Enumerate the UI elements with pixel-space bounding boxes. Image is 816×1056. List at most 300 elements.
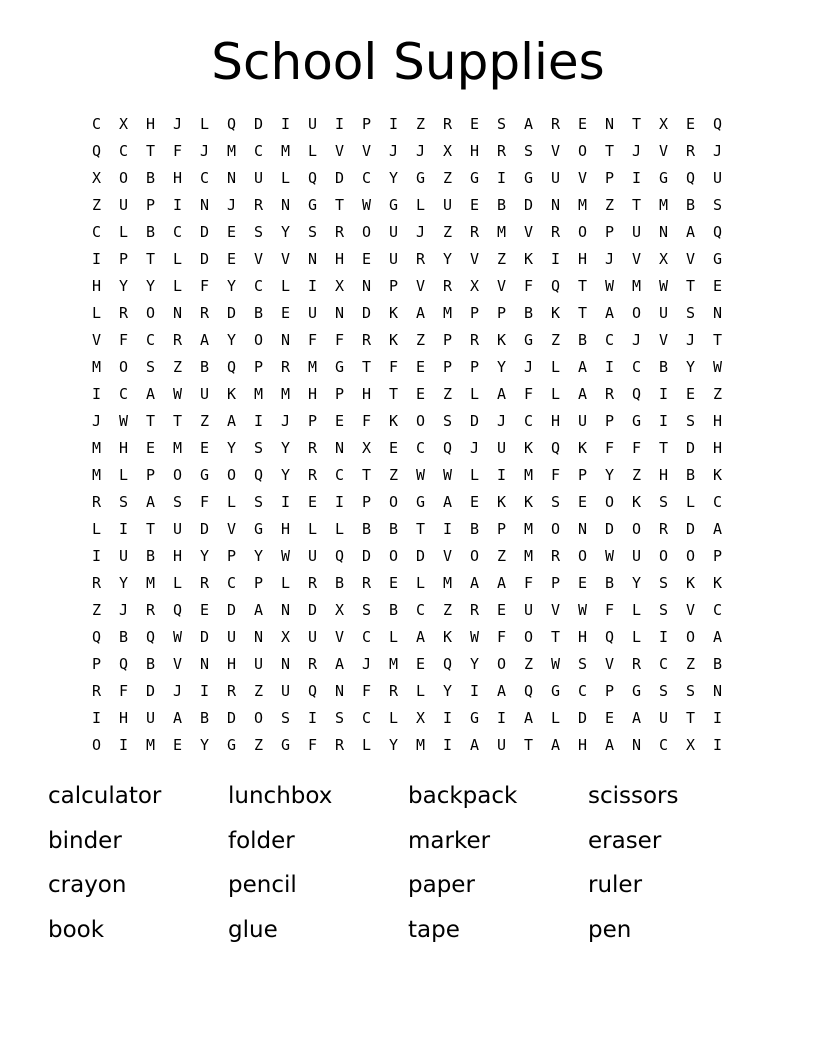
letter-cell[interactable]: K (496, 493, 507, 511)
letter-cell[interactable]: K (712, 466, 723, 484)
letter-cell[interactable]: N (550, 196, 561, 214)
letter-cell[interactable]: N (712, 304, 723, 322)
letter-cell[interactable]: U (118, 196, 129, 214)
letter-cell[interactable]: A (415, 304, 426, 322)
letter-cell[interactable]: L (415, 196, 426, 214)
letter-cell[interactable]: R (253, 196, 264, 214)
letter-cell[interactable]: S (685, 412, 696, 430)
letter-cell[interactable]: V (685, 601, 696, 619)
letter-cell[interactable]: U (253, 169, 264, 187)
letter-cell[interactable]: R (361, 574, 372, 592)
letter-cell[interactable]: N (280, 655, 291, 673)
letter-cell[interactable]: O (172, 466, 183, 484)
letter-cell[interactable]: M (577, 196, 588, 214)
letter-cell[interactable]: G (334, 358, 345, 376)
letter-cell[interactable]: Z (415, 331, 426, 349)
letter-cell[interactable]: E (685, 115, 696, 133)
letter-cell[interactable]: I (334, 115, 345, 133)
letter-cell[interactable]: W (415, 466, 426, 484)
letter-cell[interactable]: J (712, 142, 723, 160)
letter-cell[interactable]: I (91, 547, 102, 565)
letter-cell[interactable]: C (118, 385, 129, 403)
letter-cell[interactable]: X (334, 277, 345, 295)
letter-cell[interactable]: K (226, 385, 237, 403)
letter-cell[interactable]: I (118, 736, 129, 754)
letter-cell[interactable]: R (334, 736, 345, 754)
letter-cell[interactable]: P (469, 304, 480, 322)
letter-cell[interactable]: Z (712, 385, 723, 403)
letter-cell[interactable]: Z (415, 115, 426, 133)
letter-cell[interactable]: R (91, 574, 102, 592)
letter-cell[interactable]: R (145, 601, 156, 619)
letter-cell[interactable]: T (415, 520, 426, 538)
letter-cell[interactable]: N (334, 682, 345, 700)
letter-cell[interactable]: O (145, 304, 156, 322)
letter-cell[interactable]: J (361, 655, 372, 673)
letter-cell[interactable]: D (226, 304, 237, 322)
letter-cell[interactable]: R (550, 115, 561, 133)
letter-cell[interactable]: I (658, 412, 669, 430)
letter-cell[interactable]: T (577, 304, 588, 322)
letter-cell[interactable]: S (523, 142, 534, 160)
letter-cell[interactable]: E (280, 304, 291, 322)
letter-cell[interactable]: U (307, 547, 318, 565)
letter-cell[interactable]: N (631, 736, 642, 754)
letter-cell[interactable]: M (307, 358, 318, 376)
letter-cell[interactable]: V (550, 601, 561, 619)
letter-cell[interactable]: R (604, 385, 615, 403)
letter-cell[interactable]: Y (685, 358, 696, 376)
letter-cell[interactable]: M (91, 466, 102, 484)
letter-cell[interactable]: F (118, 331, 129, 349)
letter-cell[interactable]: C (91, 115, 102, 133)
letter-cell[interactable]: I (442, 709, 453, 727)
letter-cell[interactable]: C (91, 223, 102, 241)
letter-cell[interactable]: R (307, 466, 318, 484)
letter-cell[interactable]: J (604, 250, 615, 268)
letter-cell[interactable]: A (496, 682, 507, 700)
letter-cell[interactable]: N (280, 196, 291, 214)
letter-cell[interactable]: A (631, 709, 642, 727)
letter-cell[interactable]: Q (604, 628, 615, 646)
letter-cell[interactable]: T (631, 196, 642, 214)
letter-cell[interactable]: E (199, 601, 210, 619)
letter-cell[interactable]: D (226, 709, 237, 727)
letter-cell[interactable]: M (280, 142, 291, 160)
letter-cell[interactable]: N (712, 682, 723, 700)
letter-cell[interactable]: O (685, 547, 696, 565)
letter-cell[interactable]: R (307, 439, 318, 457)
letter-cell[interactable]: E (145, 439, 156, 457)
letter-cell[interactable]: A (253, 601, 264, 619)
letter-cell[interactable]: Z (253, 736, 264, 754)
letter-cell[interactable]: S (496, 115, 507, 133)
letter-cell[interactable]: S (685, 682, 696, 700)
letter-cell[interactable]: V (577, 169, 588, 187)
letter-cell[interactable]: R (226, 682, 237, 700)
letter-cell[interactable]: E (577, 115, 588, 133)
letter-cell[interactable]: L (415, 682, 426, 700)
letter-cell[interactable]: T (361, 358, 372, 376)
letter-cell[interactable]: F (523, 277, 534, 295)
letter-cell[interactable]: Q (91, 628, 102, 646)
letter-cell[interactable]: C (334, 466, 345, 484)
letter-cell[interactable]: J (469, 439, 480, 457)
letter-cell[interactable]: O (118, 358, 129, 376)
letter-cell[interactable]: F (604, 439, 615, 457)
letter-cell[interactable]: S (253, 439, 264, 457)
letter-cell[interactable]: E (712, 277, 723, 295)
letter-cell[interactable]: Q (307, 682, 318, 700)
letter-cell[interactable]: Z (172, 358, 183, 376)
letter-cell[interactable]: O (388, 493, 399, 511)
letter-cell[interactable]: A (442, 493, 453, 511)
letter-cell[interactable]: U (280, 682, 291, 700)
letter-cell[interactable]: W (172, 385, 183, 403)
letter-cell[interactable]: Y (442, 250, 453, 268)
letter-cell[interactable]: T (658, 439, 669, 457)
letter-cell[interactable]: V (604, 655, 615, 673)
letter-cell[interactable]: A (469, 736, 480, 754)
letter-cell[interactable]: P (361, 115, 372, 133)
letter-cell[interactable]: H (577, 250, 588, 268)
letter-cell[interactable]: F (631, 439, 642, 457)
letter-cell[interactable]: M (388, 655, 399, 673)
letter-cell[interactable]: H (658, 466, 669, 484)
letter-cell[interactable]: N (577, 520, 588, 538)
letter-cell[interactable]: I (307, 709, 318, 727)
letter-cell[interactable]: M (523, 547, 534, 565)
letter-cell[interactable]: S (658, 682, 669, 700)
letter-cell[interactable]: P (442, 331, 453, 349)
letter-cell[interactable]: J (118, 601, 129, 619)
letter-cell[interactable]: A (145, 385, 156, 403)
letter-cell[interactable]: F (199, 277, 210, 295)
letter-cell[interactable]: C (712, 493, 723, 511)
letter-cell[interactable]: D (604, 520, 615, 538)
letter-cell[interactable]: I (631, 169, 642, 187)
letter-cell[interactable]: M (658, 196, 669, 214)
letter-cell[interactable]: R (199, 304, 210, 322)
letter-cell[interactable]: Z (442, 385, 453, 403)
letter-cell[interactable]: E (604, 709, 615, 727)
letter-cell[interactable]: K (496, 331, 507, 349)
letter-cell[interactable]: I (658, 628, 669, 646)
letter-cell[interactable]: N (334, 439, 345, 457)
letter-cell[interactable]: Q (685, 169, 696, 187)
letter-cell[interactable]: R (496, 142, 507, 160)
letter-cell[interactable]: O (550, 520, 561, 538)
letter-cell[interactable]: L (172, 250, 183, 268)
letter-cell[interactable]: M (442, 574, 453, 592)
letter-cell[interactable]: C (712, 601, 723, 619)
letter-cell[interactable]: L (550, 358, 561, 376)
letter-cell[interactable]: Y (145, 277, 156, 295)
letter-cell[interactable]: B (145, 655, 156, 673)
letter-cell[interactable]: A (577, 385, 588, 403)
letter-cell[interactable]: E (226, 250, 237, 268)
letter-cell[interactable]: R (658, 520, 669, 538)
letter-cell[interactable]: D (361, 547, 372, 565)
letter-cell[interactable]: P (496, 304, 507, 322)
letter-cell[interactable]: Q (253, 466, 264, 484)
letter-cell[interactable]: S (280, 709, 291, 727)
letter-cell[interactable]: L (415, 574, 426, 592)
letter-cell[interactable]: E (388, 574, 399, 592)
letter-cell[interactable]: Q (91, 142, 102, 160)
letter-cell[interactable]: L (631, 628, 642, 646)
letter-cell[interactable]: R (469, 331, 480, 349)
letter-cell[interactable]: Y (253, 547, 264, 565)
letter-cell[interactable]: R (307, 655, 318, 673)
letter-cell[interactable]: G (415, 169, 426, 187)
letter-cell[interactable]: B (388, 520, 399, 538)
letter-cell[interactable]: E (226, 223, 237, 241)
letter-cell[interactable]: O (361, 223, 372, 241)
letter-cell[interactable]: U (118, 547, 129, 565)
letter-cell[interactable]: O (253, 709, 264, 727)
letter-cell[interactable]: B (388, 601, 399, 619)
letter-cell[interactable]: H (577, 628, 588, 646)
letter-cell[interactable]: T (631, 115, 642, 133)
letter-cell[interactable]: I (91, 385, 102, 403)
letter-cell[interactable]: R (307, 574, 318, 592)
letter-cell[interactable]: N (280, 601, 291, 619)
letter-cell[interactable]: X (91, 169, 102, 187)
letter-cell[interactable]: P (334, 385, 345, 403)
letter-cell[interactable]: U (172, 520, 183, 538)
letter-cell[interactable]: R (685, 142, 696, 160)
letter-cell[interactable]: D (199, 250, 210, 268)
letter-cell[interactable]: U (496, 439, 507, 457)
letter-cell[interactable]: G (226, 736, 237, 754)
letter-cell[interactable]: C (253, 142, 264, 160)
letter-cell[interactable]: V (172, 655, 183, 673)
letter-cell[interactable]: L (388, 709, 399, 727)
letter-cell[interactable]: N (172, 304, 183, 322)
letter-cell[interactable]: O (388, 547, 399, 565)
letter-cell[interactable]: O (523, 628, 534, 646)
letter-cell[interactable]: B (199, 709, 210, 727)
letter-cell[interactable]: R (334, 223, 345, 241)
letter-cell[interactable]: H (712, 439, 723, 457)
letter-cell[interactable]: R (469, 601, 480, 619)
letter-cell[interactable]: L (334, 520, 345, 538)
letter-cell[interactable]: J (91, 412, 102, 430)
letter-cell[interactable]: Q (631, 385, 642, 403)
letter-cell[interactable]: X (361, 439, 372, 457)
letter-cell[interactable]: L (307, 520, 318, 538)
letter-cell[interactable]: I (712, 736, 723, 754)
letter-cell[interactable]: P (604, 682, 615, 700)
letter-cell[interactable]: I (199, 682, 210, 700)
letter-cell[interactable]: S (658, 493, 669, 511)
letter-cell[interactable]: B (523, 304, 534, 322)
letter-cell[interactable]: W (658, 277, 669, 295)
letter-cell[interactable]: X (685, 736, 696, 754)
letter-cell[interactable]: C (523, 412, 534, 430)
letter-cell[interactable]: D (685, 520, 696, 538)
letter-cell[interactable]: E (307, 493, 318, 511)
letter-cell[interactable]: B (685, 466, 696, 484)
letter-cell[interactable]: Z (496, 547, 507, 565)
letter-cell[interactable]: A (469, 574, 480, 592)
letter-cell[interactable]: H (172, 547, 183, 565)
letter-cell[interactable]: Q (334, 547, 345, 565)
letter-cell[interactable]: Y (388, 169, 399, 187)
letter-cell[interactable]: V (91, 331, 102, 349)
letter-cell[interactable]: T (604, 142, 615, 160)
letter-cell[interactable]: W (469, 628, 480, 646)
letter-cell[interactable]: E (469, 115, 480, 133)
letter-cell[interactable]: X (658, 250, 669, 268)
letter-cell[interactable]: F (172, 142, 183, 160)
letter-cell[interactable]: D (523, 196, 534, 214)
letter-cell[interactable]: I (442, 736, 453, 754)
letter-cell[interactable]: N (226, 169, 237, 187)
letter-cell[interactable]: U (388, 250, 399, 268)
letter-cell[interactable]: Q (712, 223, 723, 241)
letter-cell[interactable]: D (577, 709, 588, 727)
letter-cell[interactable]: B (712, 655, 723, 673)
letter-cell[interactable]: F (361, 682, 372, 700)
letter-cell[interactable]: I (496, 169, 507, 187)
letter-cell[interactable]: Y (631, 574, 642, 592)
letter-cell[interactable]: G (469, 169, 480, 187)
letter-cell[interactable]: D (334, 169, 345, 187)
letter-cell[interactable]: P (253, 574, 264, 592)
letter-cell[interactable]: Q (712, 115, 723, 133)
letter-cell[interactable]: U (523, 601, 534, 619)
letter-cell[interactable]: N (280, 331, 291, 349)
letter-cell[interactable]: H (577, 736, 588, 754)
letter-cell[interactable]: I (550, 250, 561, 268)
letter-cell[interactable]: D (199, 223, 210, 241)
letter-cell[interactable]: V (523, 223, 534, 241)
letter-cell[interactable]: D (199, 520, 210, 538)
letter-cell[interactable]: P (712, 547, 723, 565)
letter-cell[interactable]: Z (91, 601, 102, 619)
letter-cell[interactable]: K (631, 493, 642, 511)
letter-cell[interactable]: Q (118, 655, 129, 673)
letter-cell[interactable]: C (604, 331, 615, 349)
letter-cell[interactable]: O (604, 493, 615, 511)
letter-cell[interactable]: I (442, 520, 453, 538)
letter-cell[interactable]: Z (550, 331, 561, 349)
letter-cell[interactable]: I (280, 115, 291, 133)
letter-cell[interactable]: A (604, 736, 615, 754)
letter-cell[interactable]: X (280, 628, 291, 646)
letter-cell[interactable]: I (658, 385, 669, 403)
letter-cell[interactable]: Q (226, 115, 237, 133)
letter-cell[interactable]: K (577, 439, 588, 457)
letter-cell[interactable]: D (415, 547, 426, 565)
letter-cell[interactable]: R (469, 223, 480, 241)
letter-cell[interactable]: R (550, 547, 561, 565)
letter-cell[interactable]: S (577, 655, 588, 673)
letter-cell[interactable]: L (172, 277, 183, 295)
letter-cell[interactable]: R (280, 358, 291, 376)
letter-cell[interactable]: I (496, 466, 507, 484)
letter-cell[interactable]: R (172, 331, 183, 349)
letter-cell[interactable]: I (496, 709, 507, 727)
letter-cell[interactable]: P (118, 250, 129, 268)
letter-cell[interactable]: U (307, 628, 318, 646)
letter-cell[interactable]: L (685, 493, 696, 511)
letter-cell[interactable]: P (604, 223, 615, 241)
letter-cell[interactable]: E (361, 250, 372, 268)
letter-cell[interactable]: G (631, 682, 642, 700)
letter-cell[interactable]: U (199, 385, 210, 403)
letter-cell[interactable]: T (145, 250, 156, 268)
letter-cell[interactable]: J (388, 142, 399, 160)
letter-cell[interactable]: J (415, 142, 426, 160)
letter-cell[interactable]: K (550, 304, 561, 322)
letter-cell[interactable]: N (307, 250, 318, 268)
letter-cell[interactable]: L (280, 574, 291, 592)
letter-cell[interactable]: L (469, 385, 480, 403)
letter-cell[interactable]: D (253, 115, 264, 133)
letter-cell[interactable]: A (172, 709, 183, 727)
letter-cell[interactable]: D (226, 601, 237, 619)
letter-cell[interactable]: Z (442, 601, 453, 619)
letter-cell[interactable]: K (523, 250, 534, 268)
letter-cell[interactable]: E (577, 493, 588, 511)
letter-cell[interactable]: B (361, 520, 372, 538)
letter-cell[interactable]: M (145, 736, 156, 754)
letter-cell[interactable]: P (145, 196, 156, 214)
letter-cell[interactable]: T (172, 412, 183, 430)
letter-cell[interactable]: A (334, 655, 345, 673)
letter-cell[interactable]: O (631, 304, 642, 322)
letter-cell[interactable]: S (307, 223, 318, 241)
letter-cell[interactable]: X (469, 277, 480, 295)
letter-cell[interactable]: A (712, 628, 723, 646)
letter-cell[interactable]: L (199, 115, 210, 133)
letter-cell[interactable]: P (253, 358, 264, 376)
letter-cell[interactable]: T (577, 277, 588, 295)
letter-cell[interactable]: L (550, 709, 561, 727)
letter-cell[interactable]: Y (280, 223, 291, 241)
letter-cell[interactable]: C (172, 223, 183, 241)
letter-cell[interactable]: B (577, 331, 588, 349)
letter-cell[interactable]: A (226, 412, 237, 430)
letter-cell[interactable]: R (631, 655, 642, 673)
letter-cell[interactable]: L (91, 520, 102, 538)
letter-cell[interactable]: G (550, 682, 561, 700)
letter-cell[interactable]: B (685, 196, 696, 214)
letter-cell[interactable]: Y (388, 736, 399, 754)
letter-cell[interactable]: Z (253, 682, 264, 700)
letter-cell[interactable]: C (658, 736, 669, 754)
letter-cell[interactable]: K (388, 412, 399, 430)
letter-cell[interactable]: H (118, 709, 129, 727)
letter-cell[interactable]: O (469, 547, 480, 565)
letter-cell[interactable]: A (604, 304, 615, 322)
letter-cell[interactable]: B (145, 547, 156, 565)
letter-cell[interactable]: E (469, 493, 480, 511)
letter-cell[interactable]: F (523, 385, 534, 403)
letter-cell[interactable]: M (145, 574, 156, 592)
letter-cell[interactable]: G (388, 196, 399, 214)
letter-cell[interactable]: H (550, 412, 561, 430)
letter-cell[interactable]: Y (226, 439, 237, 457)
letter-cell[interactable]: M (226, 142, 237, 160)
letter-cell[interactable]: L (307, 142, 318, 160)
letter-cell[interactable]: V (685, 250, 696, 268)
letter-cell[interactable]: H (712, 412, 723, 430)
letter-cell[interactable]: W (604, 547, 615, 565)
